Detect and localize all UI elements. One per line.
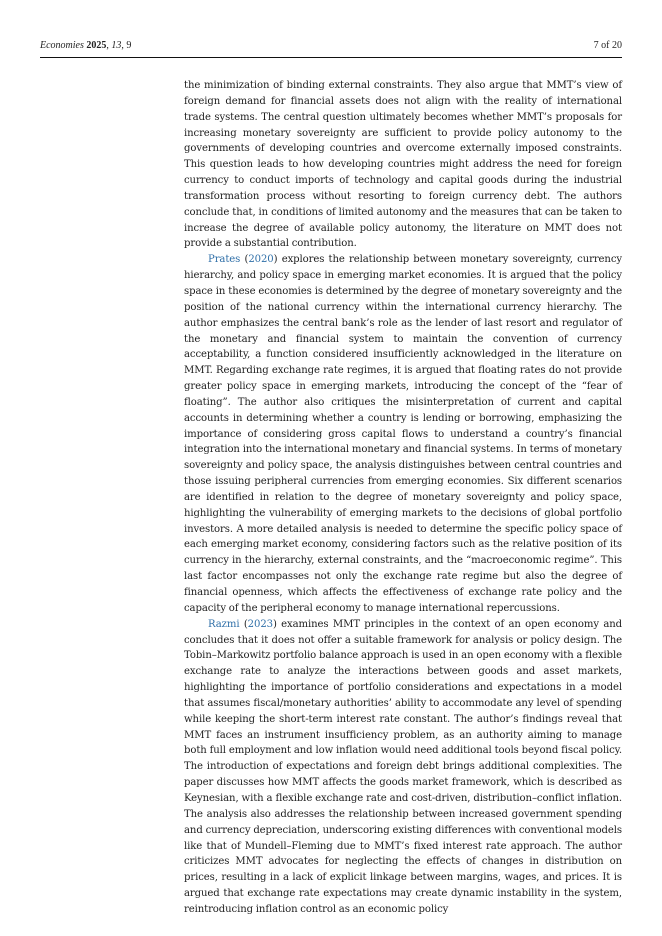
citation-link-author[interactable]: Prates [208, 254, 241, 266]
paragraph: Prates (2020) explores the relationship between monetary sovereignty, currency hierarchy, and policy space in emerging market economies. It is argued that the policy space in these economies is determined by the degree of monetary sovereignty and the position of the national currency within the international currency hierarchy. The author emphasizes the central bank’s role as the lender of last resort and regulator of the monetary and financial system to maintain the convention of currency acceptability, a function considered insufficiently acknowledged in the literature on MMT. Regarding exchange rate regimes, it is argued that floating rates do not provide greater policy space in emerging markets, introducing the concept of the “fear of floating”. The author also critiques the misinterpretation of current and capital accounts in determining whether a country is lending or borrowing, emphasizing the importance of considering gross capital flows to understand a country’s financial integration into the international monetary and financial systems. In terms of monetary sovereignty and policy space, the analysis distinguishes between central countries and those issuing peripheral currencies from emerging economies. Six different scenarios are identified in relation to the degree of monetary sovereignty and policy space, highlighting the vulnerability of emerging markets to the decisions of global portfolio investors. A more detailed analysis is needed to determine the specific policy space of each emerging market economy, considering factors such as the relative position of its currency in the hierarchy, external constraints, and the “macroeconomic regime”. This last factor encompasses not only the exchange rate regime but also the degree of financial openness, which affects the effectiveness of exchange rate policy and the capacity of the peripheral economy to manage international repercussions. [184, 254, 622, 614]
body-text [184, 78, 622, 918]
header-rule [40, 57, 622, 58]
paragraph: the minimization of binding external constraints. They also argue that MMT’s view of foreign demand for financial assets does not align with the reality of international trade systems. The central question ultimately becomes whether MMT’s proposals for increasing monetary sovereignty are sufficient to provide policy autonomy to the governments of developing countries and overcome externally imposed constraints. This question leads to how developing countries might address the need for foreign currency to conduct imports of technology and capital goods during the industrial transformation process without resorting to foreign currency debt. The authors conclude that, in conditions of limited autonomy and the measures that can be taken to increase the degree of available policy autonomy, the literature on MMT does not provide a substantial contribution. [184, 80, 622, 250]
journal-volume: 13 [111, 40, 122, 51]
article-number: 9 [126, 40, 132, 51]
citation-link-author[interactable]: Razmi [208, 618, 240, 630]
journal-citation: Economies 2025, 13, 9 [40, 40, 132, 51]
citation-link-year[interactable]: 2020 [248, 254, 274, 266]
citation-link-year[interactable]: 2023 [247, 618, 273, 630]
journal-year: 2025 [86, 40, 107, 51]
paragraph: Razmi (2023) examines MMT principles in the context of an open economy and concludes that it does not offer a suitable framework for analysis or policy design. The Tobin–Markowitz portfolio balance approach is used in an open economy with a flexible exchange rate to analyze the interactions between goods and asset markets, highlighting the importance of portfolio considerations and expectations in a model that assumes fiscal/monetary authorities’ ability to accommodate any level of spending while keeping the short-term interest rate constant. The author’s findings reveal that MMT faces an instrument insufficiency problem, as an authority aiming to manage both full employment and low inflation would need additional tools beyond fiscal policy. The introduction of expectations and foreign debt brings additional complexities. The paper discusses how MMT affects the goods market framework, which is described as Keynesian, with a flexible exchange rate and cost-driven, distribution–conflict inflation. The analysis also addresses the relationship between increased government spending and currency depreciation, underscoring existing differences with conventional models like that of Mundell–Fleming due to MMT’s fixed interest rate approach. The author criticizes MMT advocates for neglecting the effects of changes in distribution on prices, resulting in a lack of explicit linkage between margins, wages, and prices. It is argued that exchange rate expectations may create dynamic instability in the system, reintroducing inflation control as an economic policy [184, 618, 622, 915]
running-header [40, 38, 622, 54]
journal-name: Economies [40, 40, 84, 51]
page-number: 7 of 20 [593, 40, 622, 51]
